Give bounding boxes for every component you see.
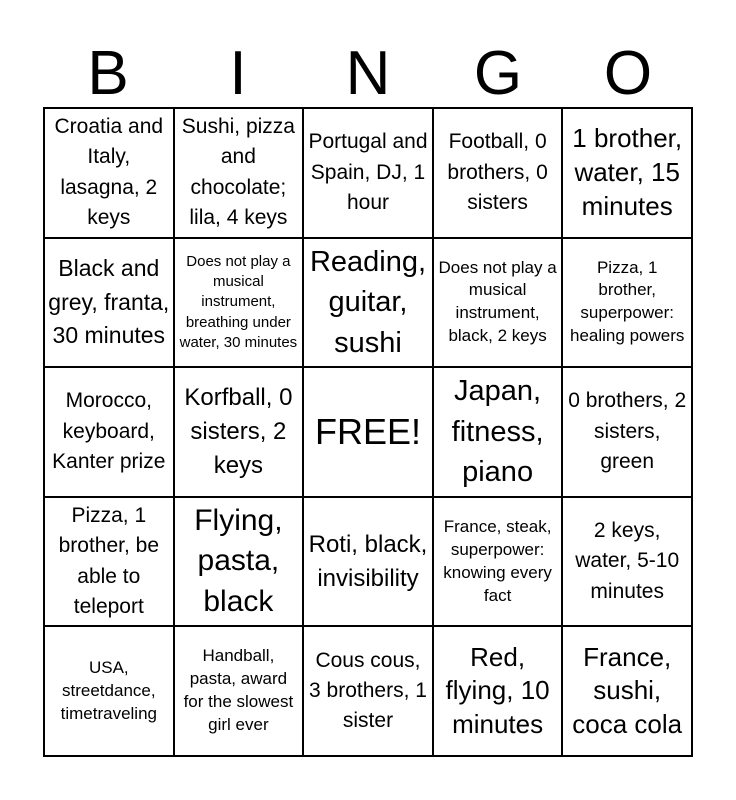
cell-text: France, sushi, coca cola — [572, 641, 683, 740]
header-letter-g: G — [473, 39, 523, 108]
cell-text: Cous cous, 3 brothers, 1 sister — [309, 648, 427, 733]
bingo-cell[interactable] — [174, 238, 304, 368]
cell-text: Pizza, 1 brother, be able to teleport — [58, 503, 159, 619]
bingo-cell[interactable] — [303, 497, 433, 627]
cell-text: FREE! — [314, 411, 421, 453]
bingo-cell[interactable] — [44, 238, 174, 368]
cell-text: Reading, guitar, sushi — [309, 245, 427, 359]
bingo-cell[interactable] — [303, 626, 433, 756]
cell-text: USA, streetdance, timetraveling — [60, 657, 157, 723]
cell-text: France, steak, superpower: knowing every fact — [443, 516, 552, 605]
cell-text: Portugal and Spain, DJ, 1 hour — [308, 130, 428, 215]
cell-text: Football, 0 brothers, 0 sisters — [447, 130, 548, 215]
bingo-cell[interactable] — [44, 108, 174, 238]
bingo-cell[interactable] — [174, 497, 304, 627]
bingo-cell[interactable] — [44, 367, 174, 497]
bingo-cell[interactable] — [562, 367, 692, 497]
cell-text: Morocco, keyboard, Kanter prize — [52, 389, 166, 474]
bingo-cell[interactable] — [562, 626, 692, 756]
bingo-cell[interactable] — [44, 626, 174, 756]
cell-text: Does not play a musical instrument, black, 2 keys — [438, 257, 557, 346]
header-letter-n: N — [345, 39, 391, 108]
header-letter-o: O — [603, 39, 653, 108]
free-space[interactable] — [303, 367, 433, 497]
bingo-cell[interactable] — [433, 626, 563, 756]
cell-text: Handball, pasta, award for the slowest girl ever — [183, 646, 294, 735]
cell-text: 1 brother, water, 15 minutes — [572, 123, 683, 221]
bingo-cell[interactable] — [562, 238, 692, 368]
cell-text: Croatia and Italy, lasagna, 2 keys — [54, 114, 164, 230]
bingo-cell[interactable] — [562, 497, 692, 627]
bingo-cell[interactable] — [174, 108, 304, 238]
bingo-header — [43, 40, 693, 108]
bingo-cell[interactable] — [433, 238, 563, 368]
cell-text: Red, flying, 10 minutes — [445, 641, 550, 740]
header-letter-i: I — [229, 39, 247, 108]
bingo-cell[interactable] — [303, 238, 433, 368]
bingo-cell[interactable] — [433, 497, 563, 627]
cell-text: Japan, fitness, piano — [451, 375, 544, 489]
bingo-cell[interactable] — [433, 108, 563, 238]
cell-text: Black and grey, franta, 30 minutes — [48, 255, 170, 349]
bingo-cell[interactable] — [303, 108, 433, 238]
bingo-cell[interactable] — [174, 626, 304, 756]
cell-text: Korfball, 0 sisters, 2 keys — [184, 383, 293, 480]
cell-text: 2 keys, water, 5-10 minutes — [575, 518, 680, 603]
bingo-cell[interactable] — [174, 367, 304, 497]
cell-text: Flying, pasta, black — [194, 503, 283, 618]
cell-text: Sushi, pizza and chocolate; lila, 4 keys — [181, 114, 295, 230]
header-letter-b: B — [87, 39, 129, 108]
cell-text: Roti, black, invisibility — [308, 530, 428, 592]
bingo-grid — [43, 107, 693, 757]
bingo-cell[interactable] — [562, 108, 692, 238]
cell-text: 0 brothers, 2 sisters, green — [568, 389, 687, 474]
cell-text: Does not play a musical instrument, breathing under water, 30 minutes — [179, 252, 298, 351]
cell-text: Pizza, 1 brother, superpower: healing powers — [570, 257, 685, 346]
bingo-cell[interactable] — [433, 367, 563, 497]
bingo-cell[interactable] — [44, 497, 174, 627]
